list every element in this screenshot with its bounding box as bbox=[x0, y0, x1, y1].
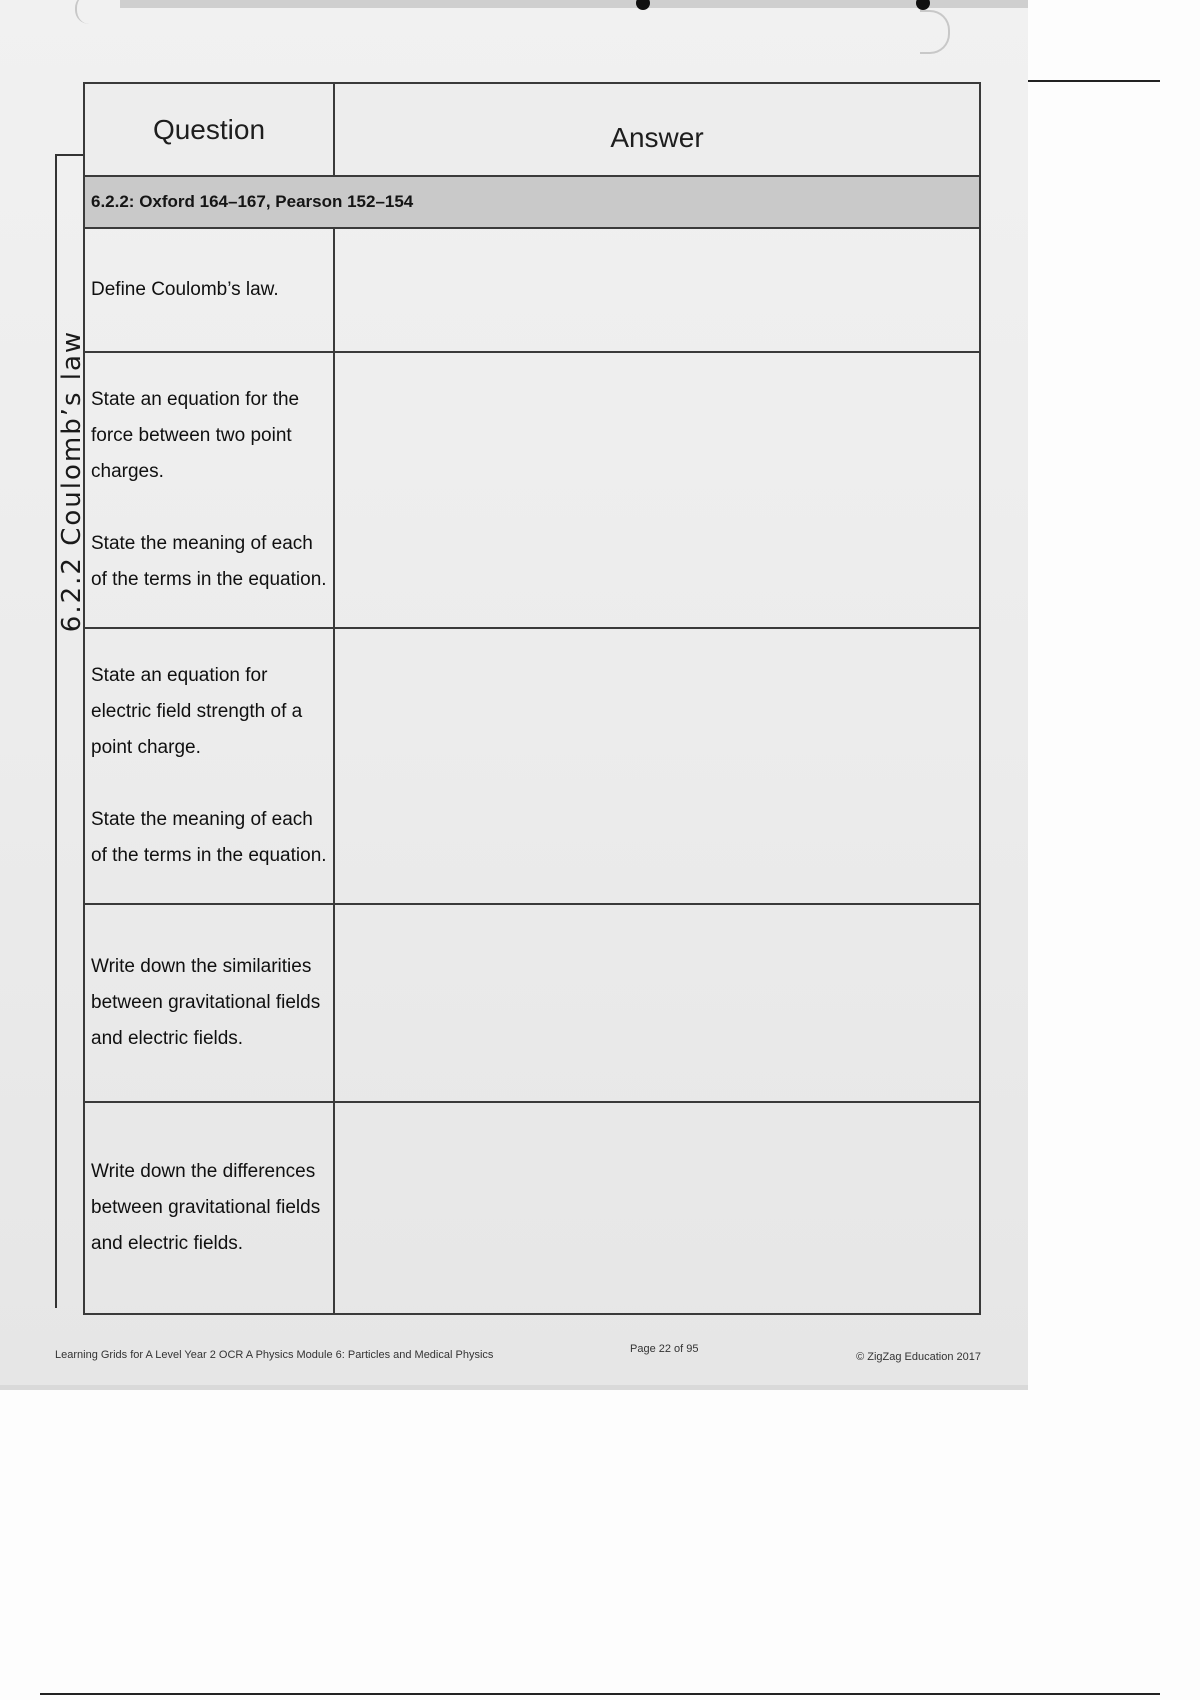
question-cell bbox=[84, 628, 334, 904]
answer-cell[interactable] bbox=[334, 628, 980, 904]
answer-cell[interactable] bbox=[334, 1102, 980, 1314]
table-row bbox=[84, 1102, 980, 1314]
table-row bbox=[84, 352, 980, 628]
question-answer-table bbox=[83, 82, 981, 1315]
copyright: © ZigZag Education 2017 bbox=[856, 1351, 981, 1363]
learning-grid bbox=[55, 82, 981, 1308]
question-cell bbox=[84, 1102, 334, 1314]
question-cell bbox=[84, 228, 334, 352]
question-text: Write down the similarities between gravitational fields and electric fields. bbox=[91, 956, 321, 1049]
binder-dot bbox=[636, 0, 650, 10]
question-text: State an equation for electric field strength of a point charge. bbox=[91, 665, 303, 758]
answer-header: Answer bbox=[334, 83, 980, 176]
question-text: Define Coulomb’s law. bbox=[91, 279, 279, 300]
table-row bbox=[84, 228, 980, 352]
header-row bbox=[84, 83, 980, 176]
question-text: State the meaning of each of the terms in the equation. bbox=[91, 533, 327, 590]
question-text: Write down the differences between gravitational fields and electric fields. bbox=[91, 1161, 321, 1254]
question-cell bbox=[84, 904, 334, 1102]
answer-cell[interactable] bbox=[334, 352, 980, 628]
page-top-edge bbox=[120, 0, 1028, 8]
answer-cell[interactable] bbox=[334, 228, 980, 352]
footer-title: Learning Grids for A Level Year 2 OCR A Physics Module 6: Particles and Medical Physics bbox=[55, 1349, 494, 1361]
binder-dot bbox=[916, 0, 930, 10]
question-cell bbox=[84, 352, 334, 628]
section-reference-row bbox=[84, 176, 980, 228]
question-header: Question bbox=[84, 83, 334, 176]
question-text: State an equation for the force between two point charges. bbox=[91, 389, 300, 482]
page-footer bbox=[55, 1343, 981, 1367]
question-text: State the meaning of each of the terms in the equation. bbox=[91, 809, 327, 866]
section-reference: 6.2.2: Oxford 164–167, Pearson 152–154 bbox=[84, 176, 980, 228]
answer-cell[interactable] bbox=[334, 904, 980, 1102]
page-number: Page 22 of 95 bbox=[630, 1343, 699, 1355]
table-row bbox=[84, 628, 980, 904]
binder-ring-left bbox=[75, 0, 99, 24]
divider-line bbox=[40, 1693, 1160, 1695]
divider-line bbox=[1028, 80, 1160, 82]
table-row bbox=[84, 904, 980, 1102]
binder-hole bbox=[920, 10, 950, 54]
side-label: 6.2.2 Coulomb’s law bbox=[57, 329, 87, 633]
sheet-bottom-edge bbox=[0, 1385, 1028, 1390]
